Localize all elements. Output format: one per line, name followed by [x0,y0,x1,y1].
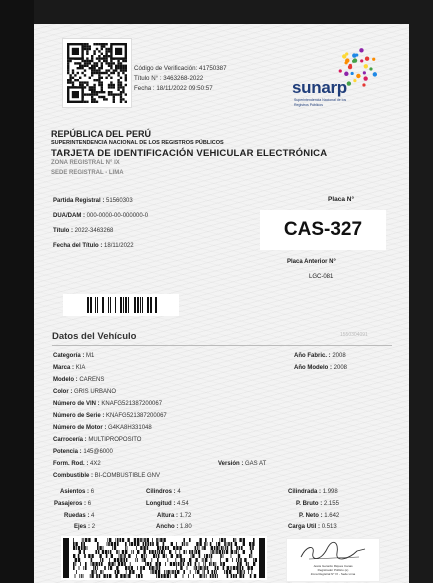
cilindrada-field: Cilindrada : 1.998 [288,489,338,495]
plate-box [260,210,386,250]
previous-plate-value: LGC-081 [309,274,334,280]
motor-field: Número de Motor : G4KA8H331048 [53,425,152,431]
vehicle-id-card [34,24,409,583]
plate-label: Placa N° [328,196,355,203]
section-divider [52,345,392,346]
altura-field: Altura : 1.72 [157,513,192,519]
logo-subtitle: Superintendencia Nacional de los Registros Públicos [294,98,347,107]
partida-field: Partida Registral : 51560303 [53,198,133,204]
marca-field: Marca : KIA [53,365,86,371]
version-field: Versión : GAS AT [218,461,267,467]
country-heading: REPÚBLICA DEL PERÚ [51,129,152,139]
signature-role: Registrador Público (e) [317,568,349,572]
carga-util-field: Carga Util : 0.513 [288,524,337,530]
form-rod-field: Form. Rod. : 4X2 [53,461,101,467]
carroceria-field: Carrocería : MULTIPROPOSITO [53,437,142,443]
section-title: Datos del Vehículo [52,331,137,342]
section-number: 1550304091 [340,332,368,338]
signature-office: Zona Registral N° IX - Sede Lima [310,572,356,576]
dua-field: DUA/DAM : 000-0000-00-000000-0 [53,213,149,219]
pdf417-barcode [61,536,267,580]
verification-block [134,64,227,94]
longitud-field: Longitud : 4.54 [146,501,189,507]
photo-border-left [0,0,34,583]
asientos-field: Asientos : 6 [60,489,95,495]
verification-title: Título N° : 3463268-2022 [134,75,204,82]
signature-block [286,538,380,582]
document-title: TARJETA DE IDENTIFICACIÓN VEHICULAR ELECTRÓNICA [51,148,328,159]
p-bruto-field: P. Bruto : 2.155 [296,501,339,507]
ano-fabric-field: Año Fabric. : 2008 [294,353,346,359]
seat-heading: SEDE REGISTRAL - LIMA [51,170,124,176]
previous-plate-label: Placa Anterior N° [287,259,336,265]
ano-modelo-field: Año Modelo : 2008 [294,365,348,371]
combustible-field: Combustible : BI-COMBUSTIBLE GNV [53,473,161,479]
photo-border-right [409,0,433,583]
vin-field: Número de VIN : KNAFG521387200067 [53,401,163,407]
sunarp-logo [292,42,402,112]
barcode-small [63,294,179,316]
pasajeros-field: Pasajeros : 6 [54,501,92,507]
modelo-field: Modelo : CARENS [53,377,105,383]
categoria-field: Categoría : M1 [53,353,95,359]
signature-name: Jesús Gerardo Riques Canas [313,564,353,568]
ejes-field: Ejes : 2 [74,524,96,530]
verification-code: Código de Verificación: 41750387 [134,65,227,72]
p-neto-field: P. Neto : 1.642 [299,513,340,519]
zone-heading: ZONA REGISTRAL N° IX [51,160,120,166]
signature-icon [287,539,379,565]
ancho-field: Ancho : 1.80 [156,524,192,530]
serie-field: Número de Serie : KNAFG521387200067 [53,413,167,419]
logo-word: sunarp [292,78,347,97]
qr-code [62,38,132,108]
agency-heading: SUPERINTENDENCIA NACIONAL DE LOS REGISTROS PÚBLICOS [51,140,224,146]
plate-number: CAS-327 [283,219,363,240]
color-field: Color : GRIS URBANO [53,389,117,395]
fecha-titulo-field: Fecha del Título : 18/11/2022 [53,243,134,249]
photo-border-top [0,0,433,24]
potencia-field: Potencia : 145@6000 [53,449,113,455]
titulo-field: Título : 2022-3463268 [53,228,114,234]
ruedas-field: Ruedas : 4 [64,513,95,519]
verification-date: Fecha : 18/11/2022 09:50:57 [134,85,213,92]
cilindros-field: Cilindros : 4 [146,489,181,495]
